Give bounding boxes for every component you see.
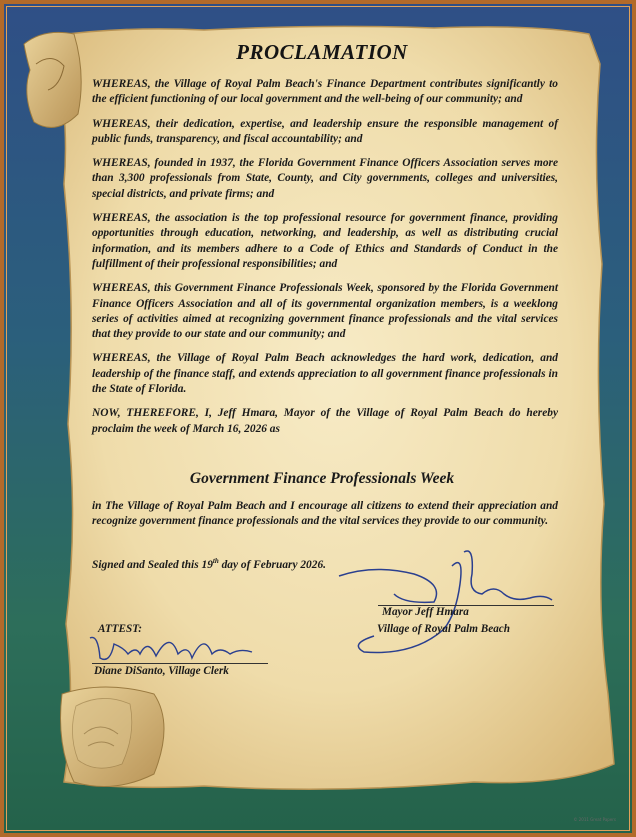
mayor-name: Mayor Jeff Hmara xyxy=(382,606,469,618)
copyright-notice: © 2011 Great Papers xyxy=(573,817,616,822)
proclamation-body xyxy=(92,77,558,446)
event-name-heading: Government Finance Professionals Week xyxy=(189,470,455,487)
now-therefore-paragraph: NOW, THEREFORE, I, Jeff Hmara, Mayor of the Village of Royal Palm Beach do hereby proclaim the week of March 16, 2026 as xyxy=(92,407,558,435)
attest-label: ATTEST: xyxy=(98,623,142,635)
proclamation-title: PROCLAMATION xyxy=(236,40,408,64)
whereas-paragraph-5: WHEREAS, this Government Finance Professionals Week, sponsored by the Florida Government Finance Officers Association and all of its governmental organization members, is a weeklong series of activities aimed at recognizing government finance professionals and the vital services that they provide to our state and our community; and xyxy=(92,282,558,341)
mayor-signature xyxy=(334,544,564,664)
mayor-organization: Village of Royal Palm Beach xyxy=(377,623,510,635)
closing-paragraph: in The Village of Royal Palm Beach and I encourage all citizens to extend their appreciation and recognize government finance professionals and the vital services they provide to our community. xyxy=(92,500,558,528)
clerk-signature-line xyxy=(92,663,268,664)
village-seal-emblem-icon xyxy=(72,698,131,768)
whereas-paragraph-3: WHEREAS, founded in 1937, the Florida Government Finance Officers Association serves more than 3,300 professionals from State, County, and City governments, colleges and universities, special districts, and private firms; and xyxy=(92,157,558,200)
whereas-paragraph-2: WHEREAS, their dedication, expertise, and leadership ensure the responsible management of public funds, transparency, and fiscal accountability; and xyxy=(92,117,558,145)
signed-suffix: day of February 2026. xyxy=(218,558,326,571)
whereas-paragraph-6: WHEREAS, the Village of Royal Palm Beach acknowledges the hard work, dedication, and leadership of the finance staff, and extends appreciation to all government finance professionals in the State of Florida. xyxy=(92,352,558,396)
signed-prefix: Signed and Sealed this 19 xyxy=(92,558,213,571)
signed-superscript: th xyxy=(212,557,219,565)
whereas-paragraph-1: WHEREAS, the Village of Royal Palm Beach's Finance Department contributes significantly to the efficient functioning of our local government and the well-being of our community; and xyxy=(92,78,558,106)
clerk-name: Diane DiSanto, Village Clerk xyxy=(94,665,229,677)
clerk-signature xyxy=(84,624,264,668)
whereas-paragraph-4: WHEREAS, the association is the top professional resource for government finance, providing opportunities through education, networking, and leadership, as well as distributing crucial information, and its members adhere to a Code of Ethics and Standards of Conduct in the fulfillment of their professional responsibilities; and xyxy=(92,212,558,270)
